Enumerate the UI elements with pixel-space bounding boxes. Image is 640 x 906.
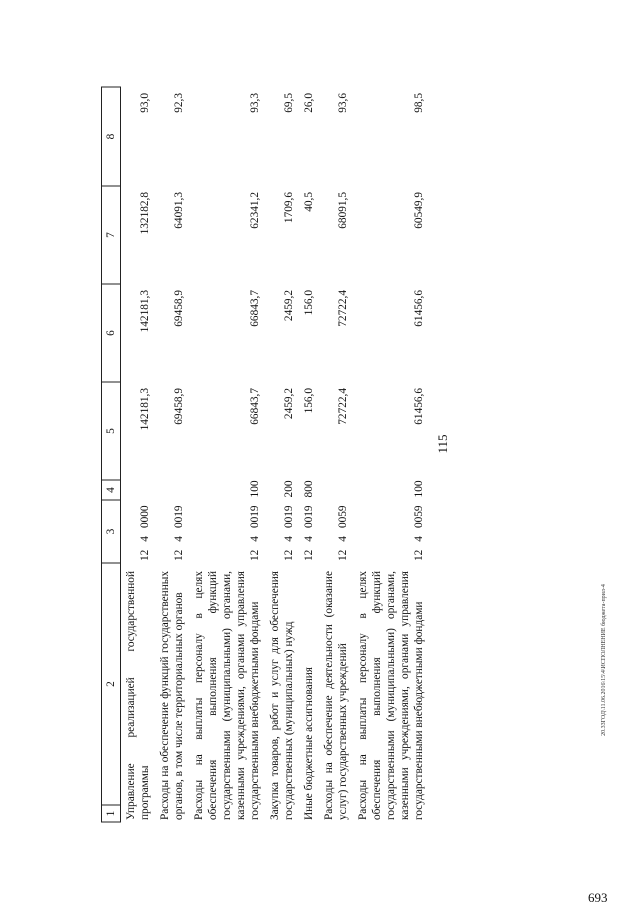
cell-col-5: 61456,6 <box>413 388 425 425</box>
table-row <box>319 87 353 822</box>
row-codes <box>299 480 319 563</box>
table-row <box>353 87 429 822</box>
code-kind: 100 <box>413 480 425 498</box>
budget-table <box>101 87 429 823</box>
footer-file-code: 20.33ГОД\11.06.2016\15\4\ИСПОЛНЕНИЕ бюджета-прил-4 <box>601 584 607 736</box>
code-target: 0059 <box>337 505 349 529</box>
header-col-3: 3 <box>102 500 121 563</box>
row-codes <box>353 480 429 563</box>
row-codes <box>121 480 156 563</box>
cell-col-8: 98,5 <box>413 93 425 113</box>
cell-col-7: 40,5 <box>303 192 315 212</box>
cell-col-8: 93,0 <box>139 93 151 113</box>
sheet-number: 693 <box>588 890 608 905</box>
code-subsection: 4 <box>139 536 151 542</box>
table-row <box>189 87 265 822</box>
cell-col-5: 72722,4 <box>337 388 349 425</box>
rotated-table-container <box>101 88 561 823</box>
row-codes <box>155 480 189 563</box>
cell-col-6: 72722,4 <box>337 290 349 327</box>
cell-col-5: 66843,7 <box>249 388 261 425</box>
code-kind: 200 <box>283 480 295 498</box>
cell-col-7: 68091,5 <box>337 192 349 229</box>
code-section: 12 <box>337 549 349 561</box>
cell-col-6: 156,0 <box>303 290 315 316</box>
row-description: Расходы на выплаты персоналу в целях обеспечения выполнения функций государственными (муниципальными) органами, казенными учреждениями, органами управления государственными внебюджетными фондами <box>357 571 425 820</box>
cell-col-7: 1709,6 <box>283 192 295 224</box>
cell-col-8: 93,6 <box>337 93 349 113</box>
cell-col-6: 61456,6 <box>413 290 425 327</box>
header-col-5: 5 <box>102 382 121 480</box>
code-section: 12 <box>139 549 151 561</box>
code-target: 0019 <box>283 505 295 529</box>
table-row <box>265 87 299 822</box>
code-section: 12 <box>303 549 315 561</box>
cell-col-5: 2459,2 <box>283 388 295 420</box>
code-subsection: 4 <box>303 536 315 542</box>
cell-col-7: 64091,3 <box>173 192 185 229</box>
header-row <box>102 87 121 822</box>
header-col-6: 6 <box>102 284 121 382</box>
header-col-4: 4 <box>102 480 121 500</box>
cell-col-6: 69458,9 <box>173 290 185 327</box>
table-row <box>121 87 156 822</box>
row-description: Расходы на обеспечение функций государственных органов, в том числе территориальных органов <box>159 571 185 820</box>
header-col-1: 1 <box>102 805 121 822</box>
code-kind: 100 <box>249 480 261 498</box>
header-col-8: 8 <box>102 87 121 186</box>
row-description: Расходы на выплаты персоналу в целях обеспечения выполнения функций государственными (муниципальными) органами, казенными учреждениями, органами управления государственными внебюджетными фондами <box>193 571 261 820</box>
row-description: Закупка товаров, работ и услуг для обеспечения государственных (муниципальных) нужд <box>269 571 295 820</box>
code-section: 12 <box>283 549 295 561</box>
code-kind: 800 <box>303 480 315 498</box>
code-subsection: 4 <box>337 536 349 542</box>
code-subsection: 4 <box>283 536 295 542</box>
cell-col-8: 92,3 <box>173 93 185 113</box>
code-target: 0019 <box>303 505 315 529</box>
cell-col-6: 142181,3 <box>139 290 151 333</box>
cell-col-8: 93,3 <box>249 93 261 113</box>
code-subsection: 4 <box>249 536 261 542</box>
header-col-7: 7 <box>102 186 121 284</box>
cell-col-6: 2459,2 <box>283 290 295 322</box>
cell-col-7: 60549,9 <box>413 192 425 229</box>
code-target: 0000 <box>139 505 151 529</box>
header-col-2: 2 <box>102 563 121 805</box>
row-description: Расходы на обеспечение деятельности (оказание услуг) государственных учреждений <box>323 571 349 820</box>
code-target: 0019 <box>249 505 261 529</box>
code-section: 12 <box>249 549 261 561</box>
cell-col-5: 69458,9 <box>173 388 185 425</box>
code-subsection: 4 <box>173 536 185 542</box>
code-target: 0019 <box>173 505 185 529</box>
row-description: Управление реализацией государственной программы <box>125 571 151 820</box>
cell-col-8: 26,0 <box>303 93 315 113</box>
cell-col-5: 156,0 <box>303 388 315 414</box>
row-description: Иные бюджетные ассигнования <box>303 667 315 820</box>
row-codes <box>319 480 353 563</box>
cell-col-5: 142181,3 <box>139 388 151 431</box>
row-codes <box>265 480 299 563</box>
cell-col-7: 62341,2 <box>249 192 261 229</box>
table-row <box>299 87 319 822</box>
page-number: 115 <box>435 434 450 454</box>
cell-col-8: 69,5 <box>283 93 295 113</box>
code-section: 12 <box>413 549 425 561</box>
code-section: 12 <box>173 549 185 561</box>
code-target: 0059 <box>413 505 425 529</box>
table-row <box>155 87 189 822</box>
row-codes <box>189 480 265 563</box>
cell-col-6: 66843,7 <box>249 290 261 327</box>
cell-col-7: 132182,8 <box>139 192 151 235</box>
code-subsection: 4 <box>413 536 425 542</box>
